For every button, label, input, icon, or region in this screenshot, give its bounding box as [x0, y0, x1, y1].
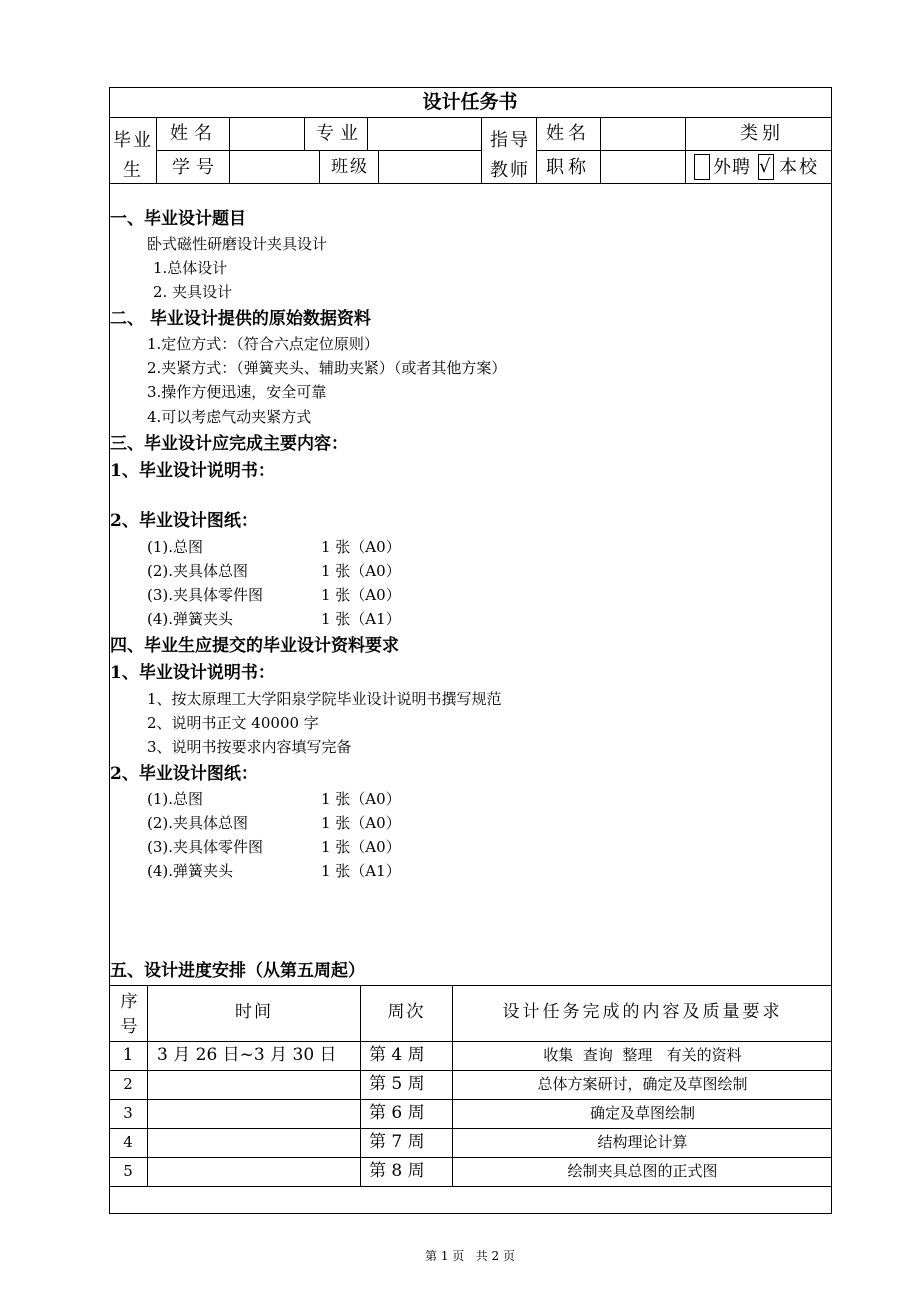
column-header-week: 周次: [387, 1002, 426, 1022]
table-cell-content: 结构理论计算: [597, 1133, 688, 1151]
section-1-heading: 一、毕业设计题目: [110, 209, 246, 229]
table-cell-content: 总体方案研讨，确定及草图绘制: [537, 1075, 748, 1093]
divider: [109, 1041, 832, 1042]
section-3-sub2: 2、毕业设计图纸：: [110, 511, 258, 531]
table-cell-content: 收集 查询 整理 有关的资料: [543, 1046, 742, 1064]
table-cell-content: 绘制夹具总图的正式图: [567, 1162, 718, 1180]
section-4-sub2: 2、毕业设计图纸：: [110, 764, 258, 784]
divider: [109, 1128, 832, 1129]
internal-label: 本校: [779, 157, 819, 178]
external-checkbox[interactable]: [694, 154, 710, 180]
table-cell-no: 2: [123, 1075, 133, 1093]
section-5-heading: 五、设计进度安排（从第五周起）: [110, 961, 365, 981]
table-cell-no: 4: [123, 1133, 133, 1151]
student-label: 毕业生: [113, 130, 153, 181]
title-rank-label: 职称: [546, 157, 590, 178]
drawing-qty: 1 张（A0）: [321, 814, 401, 832]
divider: [109, 1186, 832, 1187]
column-header-content: 设计任务完成的内容及质量要求: [502, 1002, 783, 1022]
list-item: 1.总体设计: [153, 259, 228, 277]
section-4-sub1: 1、毕业设计说明书：: [110, 663, 275, 683]
table-cell-week: 第 6 周: [369, 1103, 425, 1123]
advisor-name-label: 姓名: [546, 123, 590, 144]
name-label: 姓名: [170, 123, 218, 144]
document-title: 设计任务书: [422, 91, 518, 113]
check-mark-icon: √: [759, 156, 773, 177]
table-cell-no: 3: [123, 1104, 133, 1122]
external-label: 外聘: [713, 157, 751, 178]
table-cell-no: 1: [122, 1045, 134, 1065]
divider: [109, 1099, 832, 1100]
list-item: 1、按太原理工大学阳泉学院毕业设计说明书撰写规范: [147, 690, 502, 708]
divider: [109, 985, 832, 986]
major-label: 专业: [316, 123, 364, 144]
table-cell-content: 确定及草图绘制: [589, 1104, 695, 1122]
advisor-label: 指导教师: [490, 130, 530, 181]
divider: [536, 117, 537, 183]
table-cell-week: 第 7 周: [369, 1132, 425, 1152]
drawing-name: (2).夹具体总图: [147, 814, 249, 832]
drawing-qty: 1 张（A1）: [321, 610, 401, 628]
divider: [156, 117, 157, 183]
divider: [367, 117, 368, 150]
divider: [685, 117, 686, 183]
drawing-name: (4).弹簧夹头: [147, 862, 234, 880]
class-label: 班级: [331, 157, 369, 177]
drawing-qty: 1 张（A0）: [321, 538, 401, 556]
drawing-qty: 1 张（A1）: [321, 862, 401, 880]
drawing-name: (3).夹具体零件图: [147, 838, 264, 856]
divider: [600, 117, 601, 183]
divider: [319, 150, 320, 183]
divider: [304, 117, 305, 150]
divider: [378, 150, 379, 183]
drawing-qty: 1 张（A0）: [321, 838, 401, 856]
category-label: 类别: [740, 123, 784, 144]
list-item: 1.定位方式：（符合六点定位原则）: [147, 335, 379, 353]
table-cell-no: 5: [123, 1162, 133, 1180]
drawing-qty: 1 张（A0）: [321, 790, 401, 808]
divider: [109, 1070, 832, 1071]
drawing-qty: 1 张（A0）: [321, 562, 401, 580]
page-footer: 第 1 页 共 2 页: [425, 1249, 515, 1263]
section-4-heading: 四、毕业生应提交的毕业设计资料要求: [110, 636, 399, 656]
list-item: 2. 夹具设计: [153, 283, 233, 301]
divider: [109, 117, 832, 118]
design-topic: 卧式磁性研磨设计夹具设计: [147, 235, 328, 253]
list-item: 4.可以考虑气动夹紧方式: [147, 408, 312, 426]
drawing-name: (3).夹具体零件图: [147, 586, 264, 604]
column-header-time: 时间: [235, 1002, 273, 1022]
drawing-name: (1).总图: [147, 790, 204, 808]
drawing-qty: 1 张（A0）: [321, 586, 401, 604]
list-item: 3、说明书按要求内容填写完备: [147, 738, 352, 756]
divider: [109, 1157, 832, 1158]
table-cell-week: 第 8 周: [369, 1161, 425, 1181]
student-no-label: 学号: [172, 157, 220, 178]
divider: [481, 117, 482, 183]
divider: [536, 150, 832, 151]
list-item: 3.操作方便迅速，安全可靠: [147, 383, 327, 401]
section-3-sub1: 1、毕业设计说明书：: [110, 461, 275, 481]
table-cell-week: 第 5 周: [369, 1074, 425, 1094]
drawing-name: (2).夹具体总图: [147, 562, 249, 580]
table-cell-time: 3 月 26 日~3 月 30 日: [157, 1045, 337, 1065]
drawing-name: (4).弹簧夹头: [147, 610, 234, 628]
list-item: 2.夹紧方式：（弹簧夹头、辅助夹紧）（或者其他方案）: [147, 359, 507, 377]
column-header-no: 序号: [120, 992, 138, 1037]
divider: [109, 183, 832, 184]
drawing-name: (1).总图: [147, 538, 204, 556]
section-2-heading: 二、 毕业设计提供的原始数据资料: [110, 309, 371, 329]
list-item: 2、说明书正文 40000 字: [147, 714, 319, 732]
table-cell-week: 第 4 周: [369, 1045, 425, 1065]
section-3-heading: 三、毕业设计应完成主要内容：: [110, 434, 348, 454]
divider: [229, 117, 230, 183]
